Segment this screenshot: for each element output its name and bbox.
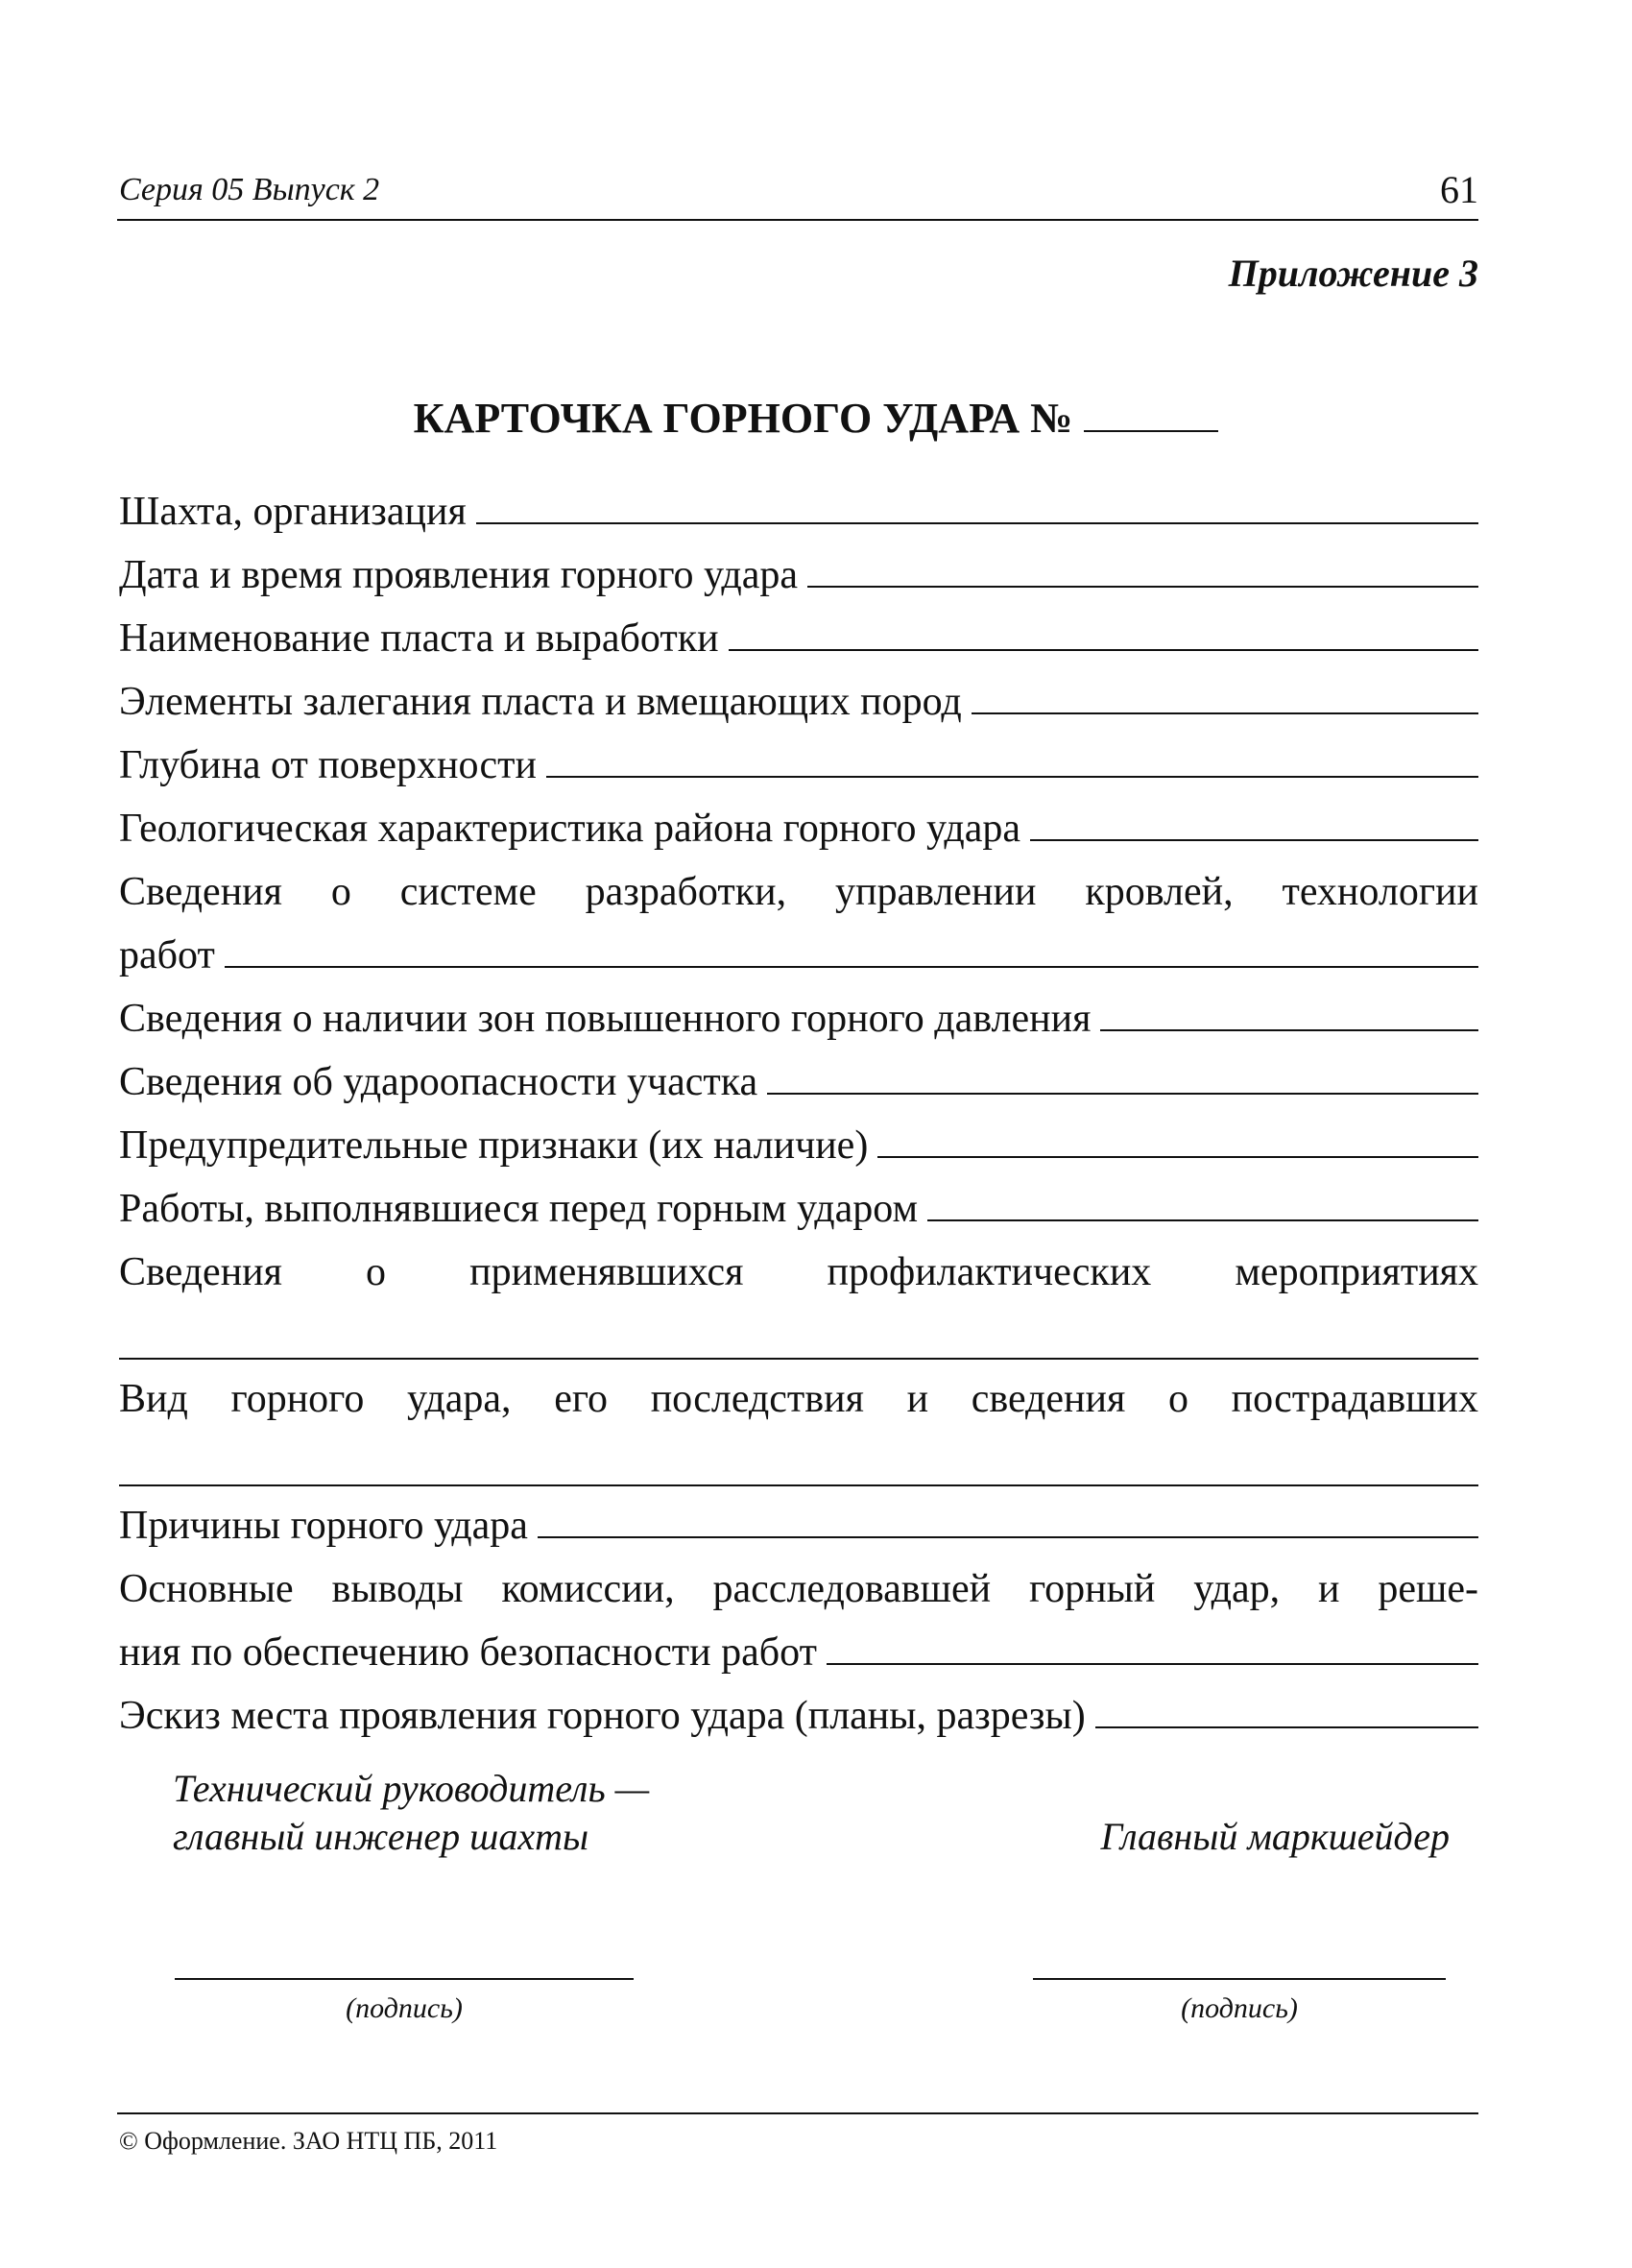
field-label: Сведения о наличии зон повышенного горного давления — [119, 997, 1092, 1041]
chief-engineer-signature-line[interactable] — [175, 1978, 634, 1980]
field-label: Работы, выполнявшиеся перед горным ударом — [119, 1187, 919, 1231]
page-number: 61 — [1440, 168, 1478, 211]
field-geology — [119, 797, 1478, 860]
footer-divider — [117, 2112, 1478, 2114]
card-title-text: КАРТОЧКА ГОРНОГО УДАРА № — [413, 395, 1073, 442]
field-label: Элементы залегания пласта и вмещающих пород — [119, 680, 962, 724]
card-title — [0, 392, 1632, 444]
field-label: Наименование пласта и выработки — [119, 616, 719, 661]
field-pressure-zones — [119, 987, 1478, 1050]
field-seam-name — [119, 607, 1478, 670]
chief-surveyor-signature-line[interactable] — [1033, 1978, 1446, 1980]
field-system-label-line1: Сведения о системе разработки, управлении кровлей, технологии — [119, 870, 1478, 914]
card-number-blank[interactable] — [1084, 392, 1218, 432]
copyright-footer: © Оформление. ЗАО НТЦ ПБ, 2011 — [119, 2127, 498, 2155]
field-blank[interactable] — [729, 613, 1478, 651]
header-divider — [117, 219, 1478, 221]
field-label: Предупредительные признаки (их наличие) — [119, 1123, 869, 1168]
field-label: ния по обеспечению безопасности работ — [119, 1630, 817, 1675]
field-blank[interactable] — [476, 486, 1478, 524]
appendix-label: Приложение 3 — [1228, 252, 1478, 295]
field-causes — [119, 1494, 1478, 1557]
field-depth — [119, 734, 1478, 797]
series-header: Серия 05 Выпуск 2 — [119, 172, 380, 207]
field-prior-works — [119, 1177, 1478, 1241]
field-datetime — [119, 543, 1478, 607]
field-blank[interactable] — [225, 929, 1478, 968]
field-label: Дата и время проявления горного удара — [119, 553, 799, 597]
field-conclusions-label-line1: Основные выводы комиссии, расследовавшей горный удар, и реше- — [119, 1567, 1478, 1611]
field-blank[interactable] — [1095, 1690, 1478, 1728]
chief-engineer-title — [173, 1765, 649, 1861]
field-consequences-label: Вид горного удара, его последствия и сведения о пострадавших — [119, 1377, 1478, 1421]
field-blank[interactable] — [877, 1120, 1478, 1158]
field-blank[interactable] — [538, 1500, 1478, 1538]
field-sketch — [119, 1684, 1478, 1748]
field-label: Причины горного удара — [119, 1504, 528, 1548]
field-blank[interactable] — [546, 739, 1478, 778]
field-conclusions — [119, 1621, 1478, 1684]
field-label: Геологическая характеристика района горного удара — [119, 807, 1021, 851]
chief-surveyor-title: Главный маркшейдер — [1100, 1815, 1450, 1858]
field-label: Эскиз места проявления горного удара (планы, разрезы) — [119, 1694, 1086, 1738]
field-blank[interactable] — [827, 1627, 1478, 1665]
field-prevention-label: Сведения о применявшихся профилактических мероприятиях — [119, 1250, 1478, 1294]
field-system — [119, 924, 1478, 987]
field-blank[interactable] — [767, 1056, 1478, 1095]
card-form — [119, 480, 1478, 1748]
chief-engineer-line2: главный инженер шахты — [173, 1815, 589, 1858]
field-label: Глубина от поверхности — [119, 743, 537, 787]
field-label: Шахта, организация — [119, 490, 467, 534]
field-blank[interactable] — [1030, 803, 1478, 841]
field-blank[interactable] — [1100, 993, 1478, 1031]
field-label: работ — [119, 933, 215, 977]
field-warning-signs — [119, 1114, 1478, 1177]
signature-caption-left: (подпись) — [346, 1992, 463, 2024]
field-prevention-blank[interactable] — [119, 1304, 1478, 1360]
field-label: Сведения об удароопасности участка — [119, 1060, 758, 1104]
field-blank[interactable] — [927, 1183, 1478, 1221]
signature-caption-right: (подпись) — [1181, 1992, 1298, 2024]
field-hazard — [119, 1050, 1478, 1114]
field-bedding — [119, 670, 1478, 734]
field-blank[interactable] — [972, 676, 1478, 714]
chief-engineer-line1: Технический руководитель — — [173, 1767, 650, 1810]
field-blank[interactable] — [807, 549, 1478, 588]
field-consequences-blank[interactable] — [119, 1431, 1478, 1486]
field-mine — [119, 480, 1478, 543]
